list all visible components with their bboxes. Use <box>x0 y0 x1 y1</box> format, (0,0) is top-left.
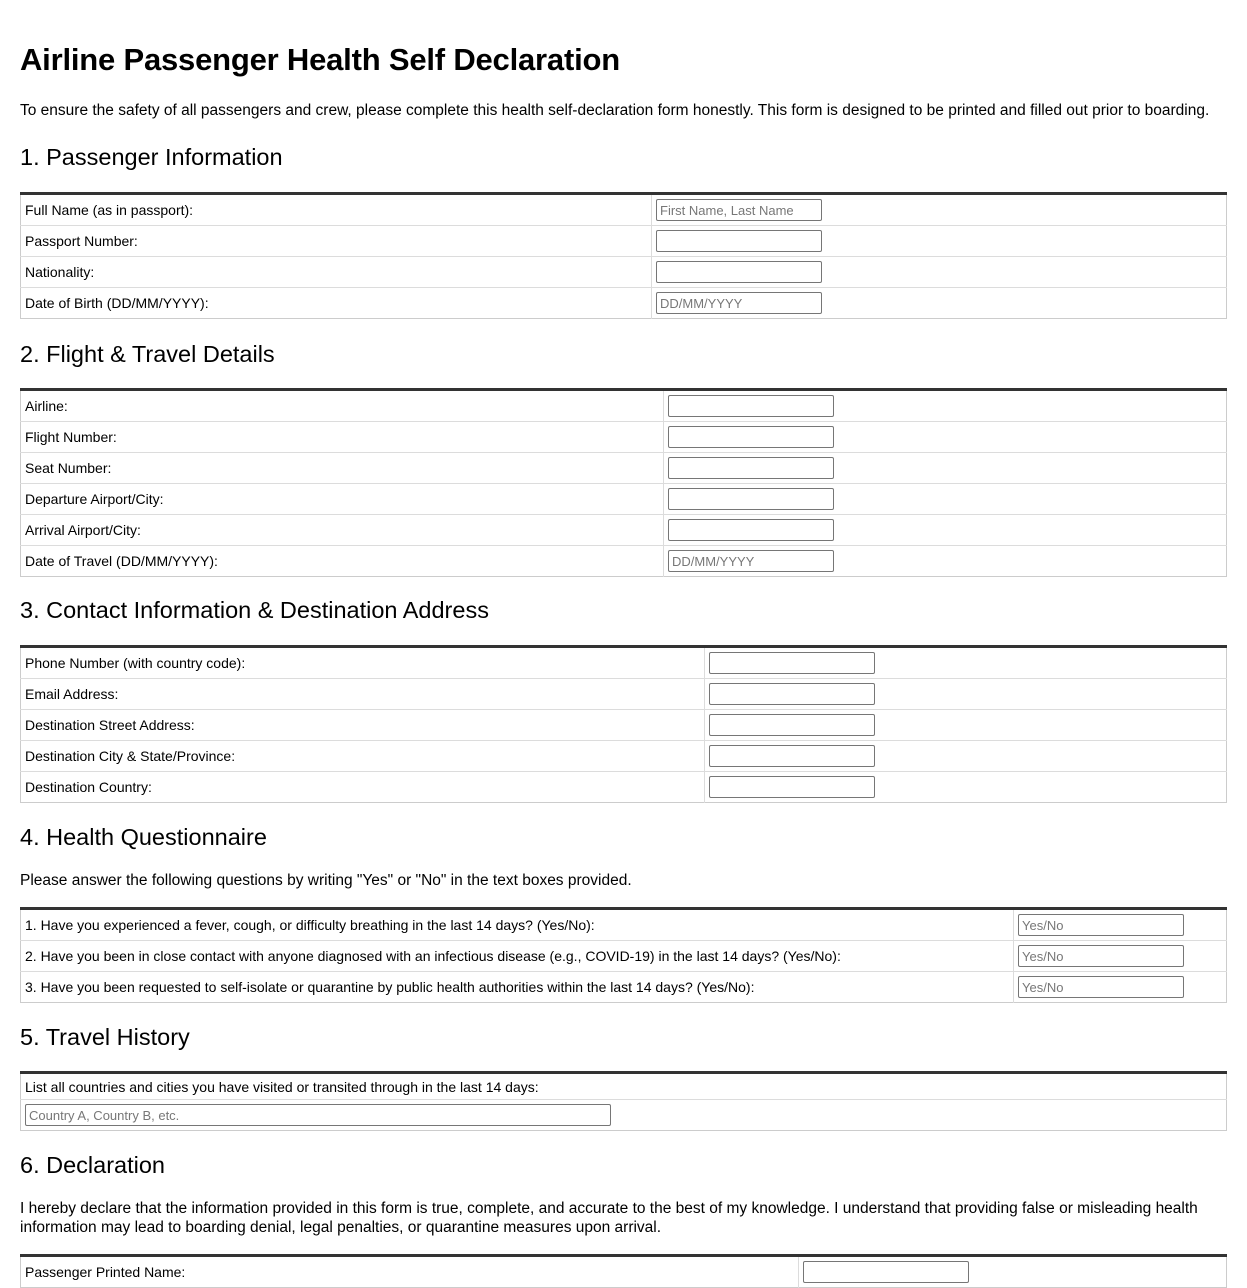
printed-name-input[interactable] <box>803 1261 969 1283</box>
table-row <box>21 226 1227 257</box>
destination-country-input[interactable] <box>709 776 875 798</box>
table-row <box>21 257 1227 288</box>
contact-info-table <box>20 645 1227 803</box>
section-heading-health: 4. Health Questionnaire <box>20 824 267 850</box>
printed-name-label: Passenger Printed Name: <box>21 1256 799 1288</box>
departure-label: Departure Airport/City: <box>21 484 664 515</box>
date-of-birth-label: Date of Birth (DD/MM/YYYY): <box>21 288 652 319</box>
destination-country-label: Destination Country: <box>21 772 705 803</box>
email-label: Email Address: <box>21 679 705 710</box>
nationality-label: Nationality: <box>21 257 652 288</box>
seat-number-input[interactable] <box>668 457 834 479</box>
health-answer-1-input[interactable] <box>1018 914 1184 936</box>
section-heading-passenger: 1. Passenger Information <box>20 144 283 170</box>
table-row <box>21 546 1227 577</box>
section-heading-declaration: 6. Declaration <box>20 1152 165 1178</box>
email-input[interactable] <box>709 683 875 705</box>
table-row <box>21 194 1227 226</box>
table-row <box>21 972 1227 1003</box>
table-row <box>21 515 1227 546</box>
table-row <box>21 1100 1227 1131</box>
full-name-label: Full Name (as in passport): <box>21 194 652 226</box>
table-row <box>21 422 1227 453</box>
passport-number-label: Passport Number: <box>21 226 652 257</box>
travel-history-label: List all countries and cities you have visited or transited through in the last 14 days: <box>21 1073 1227 1100</box>
seat-number-label: Seat Number: <box>21 453 664 484</box>
table-row <box>21 941 1227 972</box>
health-instructions: Please answer the following questions by writing "Yes" or "No" in the text boxes provided. <box>20 872 632 889</box>
city-state-input[interactable] <box>709 745 875 767</box>
arrival-input[interactable] <box>668 519 834 541</box>
airline-label: Airline: <box>21 390 664 422</box>
phone-input[interactable] <box>709 652 875 674</box>
travel-history-table <box>20 1071 1227 1131</box>
flight-number-input[interactable] <box>668 426 834 448</box>
airline-input[interactable] <box>668 395 834 417</box>
table-row <box>21 1256 1227 1288</box>
phone-label: Phone Number (with country code): <box>21 647 705 679</box>
table-row <box>21 453 1227 484</box>
table-row <box>21 288 1227 319</box>
table-row <box>21 484 1227 515</box>
health-question-1: 1. Have you experienced a fever, cough, or difficulty breathing in the last 14 days? (Yes/No): <box>21 909 1014 941</box>
departure-input[interactable] <box>668 488 834 510</box>
flight-number-label: Flight Number: <box>21 422 664 453</box>
table-row <box>21 710 1227 741</box>
health-question-3: 3. Have you been requested to self-isolate or quarantine by public health authorities within the last 14 days? (Yes/No): <box>21 972 1014 1003</box>
street-address-input[interactable] <box>709 714 875 736</box>
health-question-2: 2. Have you been in close contact with anyone diagnosed with an infectious disease (e.g., COVID-19) in the last 14 days? (Yes/No): <box>21 941 1014 972</box>
date-of-travel-label: Date of Travel (DD/MM/YYYY): <box>21 546 664 577</box>
declaration-table <box>20 1254 1227 1288</box>
table-row <box>21 1073 1227 1100</box>
arrival-label: Arrival Airport/City: <box>21 515 664 546</box>
travel-history-input[interactable] <box>25 1104 611 1126</box>
nationality-input[interactable] <box>656 261 822 283</box>
intro-text: To ensure the safety of all passengers and crew, please complete this health self-declaration form honestly. This form is designed to be printed and filled out prior to boarding. <box>20 102 1210 119</box>
table-row <box>21 741 1227 772</box>
street-address-label: Destination Street Address: <box>21 710 705 741</box>
page-title: Airline Passenger Health Self Declaration <box>20 42 620 77</box>
declaration-text: I hereby declare that the information provided in this form is true, complete, and accurate to the best of my knowledge. I understand that providing false or misleading health information may lead to boarding denial, legal penalties, or quarantine measures upon arrival. <box>20 1200 1198 1236</box>
health-answer-3-input[interactable] <box>1018 976 1184 998</box>
passenger-info-table <box>20 192 1227 319</box>
health-answer-2-input[interactable] <box>1018 945 1184 967</box>
full-name-input[interactable] <box>656 199 822 221</box>
section-heading-flight: 2. Flight & Travel Details <box>20 341 275 367</box>
table-row <box>21 772 1227 803</box>
flight-details-table <box>20 388 1227 577</box>
section-heading-contact: 3. Contact Information & Destination Address <box>20 597 489 623</box>
health-questionnaire-table <box>20 907 1227 1003</box>
table-row <box>21 679 1227 710</box>
table-row <box>21 647 1227 679</box>
table-row <box>21 390 1227 422</box>
date-of-birth-input[interactable] <box>656 292 822 314</box>
passport-number-input[interactable] <box>656 230 822 252</box>
city-state-label: Destination City & State/Province: <box>21 741 705 772</box>
section-heading-travel-history: 5. Travel History <box>20 1024 190 1050</box>
table-row <box>21 909 1227 941</box>
date-of-travel-input[interactable] <box>668 550 834 572</box>
